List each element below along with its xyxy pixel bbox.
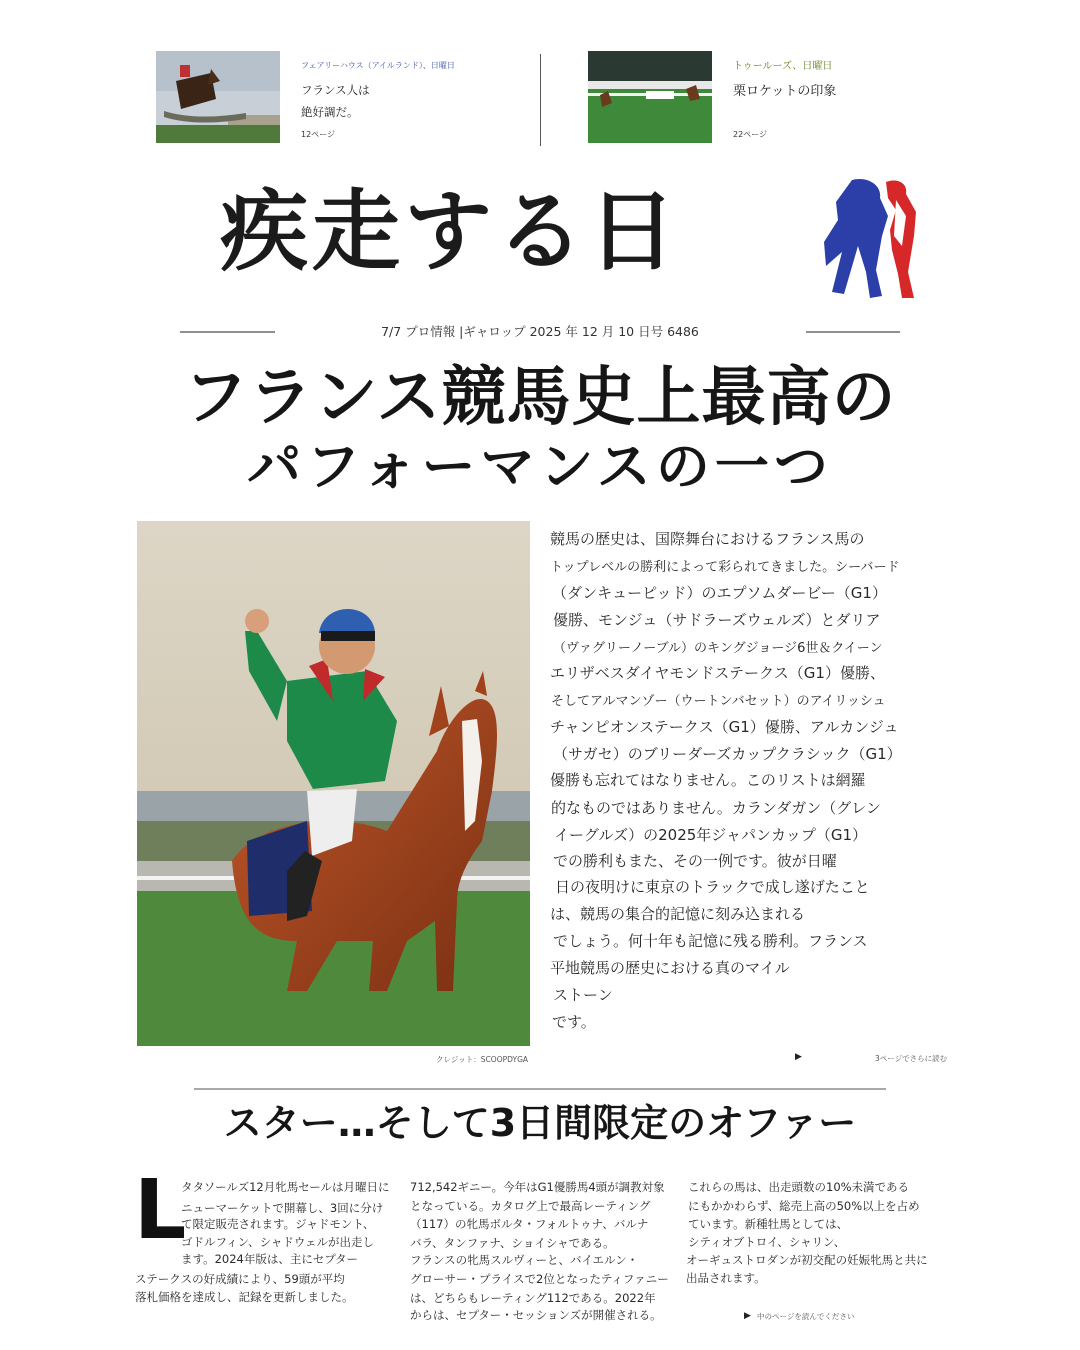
col3-line: にもかかわらず、総売上高の50%以上を占め [688,1199,920,1213]
teaser-1-line-1: フランス人は [301,83,370,97]
col1-line: タタソールズ12月牝馬セールは月曜日に [181,1180,390,1194]
body-line: 優勝も忘れてはなりません。このリストは網羅 [550,771,866,789]
body-line: イーグルズ）の2025年ジャパンカップ（G1） [554,826,867,844]
masthead-title: 疾走する日 [220,180,681,283]
col1-line: ゴドルフィン、シャドウェルが出走し [181,1235,374,1249]
body-line: そしてアルマンゾー（ウートンバセット）のアイリッシュ [551,694,886,709]
section-2-headline: スター…そして3日間限定のオファー [223,1101,857,1145]
col2-line: （117）の牝馬ボルタ・フォルトゥナ、バルナ [410,1217,649,1231]
body-line: （ヴァグリーノーブル）のキングジョージ6世＆クイーン [553,641,883,656]
body-line: チャンピオンステークス（G1）優勝、アルカンジュ [550,718,899,736]
teaser-2-page[interactable]: 22ページ [733,130,768,139]
col1-line: て限定販売されます。ジャドモント、 [181,1217,375,1231]
col2-line: からは、セプター・セッションズが開催される。 [410,1308,662,1322]
arrow-right-icon: ▶ [744,1311,751,1321]
teaser-divider [540,54,541,146]
drop-cap: L [134,1163,187,1258]
col2-line: グローサー・プライスで2位となったティファニー [410,1272,669,1286]
issue-rule-left [180,331,275,333]
col3-line: シティオブトロイ、シャリン、 [688,1235,846,1249]
body-line: です。 [552,1013,596,1031]
body-line: での勝利もまた、その一例です。彼が日曜 [553,852,837,870]
body-line: （ダンキューピッド）のエプソムダービー（G1） [552,584,887,602]
section-rule [194,1088,886,1090]
teaser-1-kicker: フェアリーハウス（アイルランド）、日曜日 [301,61,455,70]
col3-line: 出品されます。 [686,1271,766,1285]
col1-line: 落札価格を達成し、記録を更新しました。 [135,1290,354,1304]
body-line: でしょう。何十年も記憶に残る勝利。フランス [553,932,868,950]
teaser-2-kicker: トゥールーズ、日曜日 [733,61,833,72]
continue-link[interactable]: 3ページでさらに読む [875,1054,948,1063]
body-line: （サガセ）のブリーダーズカップクラシック（G1） [553,745,902,763]
body-line: 平地競馬の歴史における真のマイル [550,959,790,977]
lead-photo [137,521,530,1046]
continue-link-2[interactable]: 中のページを読んでください [757,1312,855,1321]
teaser-2-photo [588,51,712,143]
issue-line: 7/7 プロ情報 |ギャロップ 2025 年 12 月 10 日号 6486 [381,324,699,339]
col3-line: オーギュストロダンが初交配の妊娠牝馬と共に [686,1253,928,1267]
col2-line: は、どちらもレーティング112である。2022年 [410,1291,656,1305]
col2-line: となっている。カタログ上で最高レーティング [410,1199,651,1213]
body-line: 競馬の歴史は、国際舞台におけるフランス馬の [550,530,865,548]
teaser-1-page[interactable]: 12ページ [301,130,336,139]
photo-credit: クレジット：SCOOPDYGA [436,1055,529,1064]
col2-line: フランスの牝馬スルヴィーと、バイエルン・ [410,1253,639,1267]
body-line: ストーン [553,986,613,1004]
col1-line: ステークスの好成績により、59頭が平均 [135,1272,345,1286]
col2-line: 712,542ギニー。今年はG1優勝馬4頭が調教対象 [410,1180,665,1194]
body-line: 日の夜明けに東京のトラックで成し遂げたこと [555,878,870,896]
body-line: エリザベスダイヤモンドステークス（G1）優勝、 [550,664,885,682]
teaser-1-line-2: 絶好調だ。 [301,105,359,119]
body-line: 優勝、モンジュ（サドラーズウェルズ）とダリア [553,611,881,629]
col3-line: これらの馬は、出走頭数の10%未満である [688,1180,910,1194]
col1-line: ます。2024年版は、主にセプター [181,1252,359,1266]
headline-line-2: パフォーマンスの一つ [247,435,833,498]
horse-logo-icon [822,176,924,302]
body-line: トップレベルの勝利によって彩られてきました。シーバード [550,560,900,575]
teaser-2-line-1: 栗ロケットの印象 [733,84,837,99]
body-line: は、競馬の集合的記憶に刻み込まれる [550,905,806,923]
arrow-right-icon: ▶ [795,1052,802,1062]
col2-line: バラ、タンファナ、ショイシャである。 [410,1236,615,1250]
col1-line: ニューマーケットで開幕し、3回に分け [181,1201,384,1215]
issue-rule-right [806,331,900,333]
body-line: 的なものではありません。カランダガン（グレン [551,799,881,817]
teaser-1-photo [156,51,280,143]
col3-line: ています。新種牡馬としては、 [688,1217,849,1231]
headline-line-1: フランス競馬史上最高の [183,361,897,435]
